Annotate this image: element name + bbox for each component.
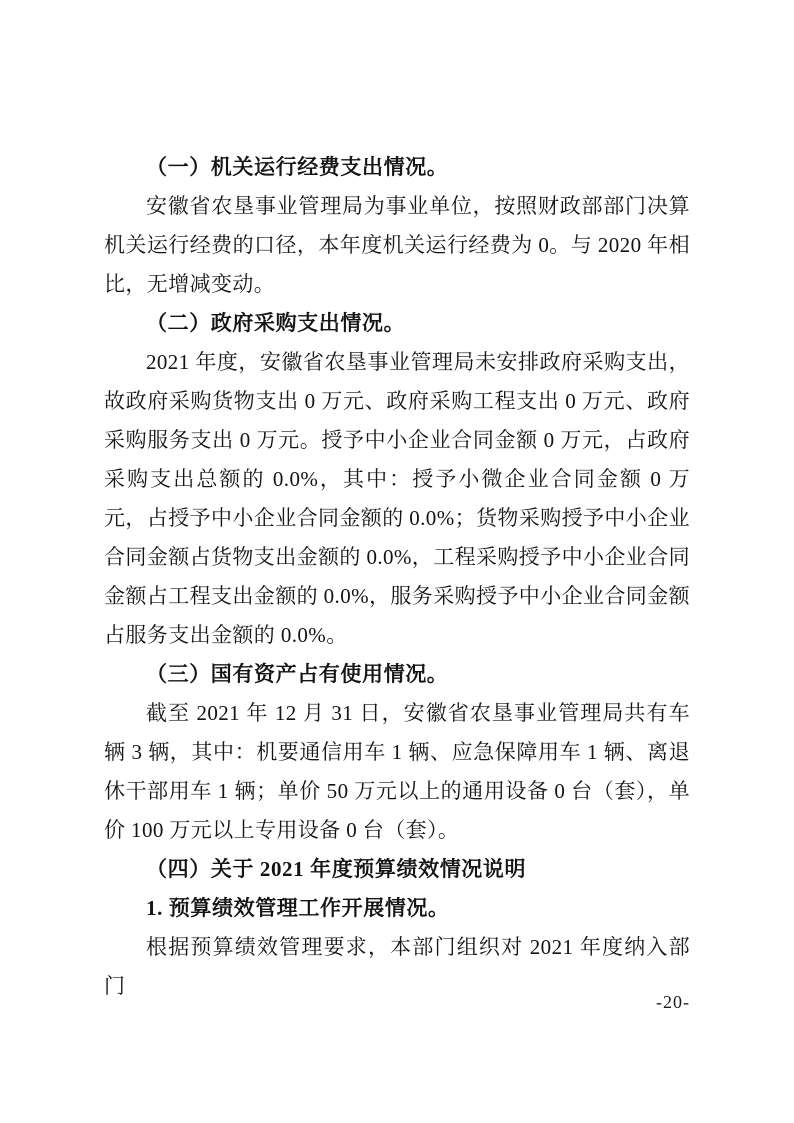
section-heading-state-owned-assets: （三）国有资产占有使用情况。	[146, 662, 449, 686]
section-government-procurement	[104, 304, 690, 655]
paragraph-budget-performance: 根据预算绩效管理要求，本部门组织对 2021 年度纳入部门	[104, 935, 690, 998]
section-heading-budget-performance: （四）关于 2021 年度预算绩效情况说明	[146, 857, 527, 881]
section-heading-government-procurement: （二）政府采购支出情况。	[146, 311, 406, 335]
section-heading-organ-operating-expenses: （一）机关运行经费支出情况。	[146, 155, 449, 179]
section-state-owned-assets	[104, 655, 690, 850]
section-budget-performance	[104, 850, 690, 1006]
subsection-heading-performance-management: 1. 预算绩效管理工作开展情况。	[146, 896, 450, 920]
paragraph-organ-operating-expenses: 安徽省农垦事业管理局为事业单位，按照财政部部门决算机关运行经费的口径，本年度机关运行经费为 0。与 2020 年相比，无增减变动。	[104, 194, 690, 296]
page-number: -20-	[656, 992, 690, 1012]
section-organ-operating-expenses	[104, 148, 690, 304]
paragraph-government-procurement: 2021 年度，安徽省农垦事业管理局未安排政府采购支出，故政府采购货物支出 0 万元、政府采购工程支出 0 万元、政府采购服务支出 0 万元。授予中小企业合同金额 0 万元，占政府采购支出总额的 0.0%，其中：授予小微企业合同金额 0 万元，占授予中小企业合同金额的 0.0%；货物采购授予中小企业合同金额占货物支出金额的 0.0%，工程采购授予中小企业合同金额占工程支出金额的 0.0%，服务采购授予中小企业合同金额占服务支出金额的 0.0%。	[104, 350, 690, 647]
paragraph-state-owned-assets: 截至 2021 年 12 月 31 日，安徽省农垦事业管理局共有车辆 3 辆，其中：机要通信用车 1 辆、应急保障用车 1 辆、离退休干部用车 1 辆；单价 50 万元以上的通用设备 0 台（套），单价 100 万元以上专用设备 0 台（套）。	[104, 701, 690, 842]
document-body	[104, 148, 690, 1006]
